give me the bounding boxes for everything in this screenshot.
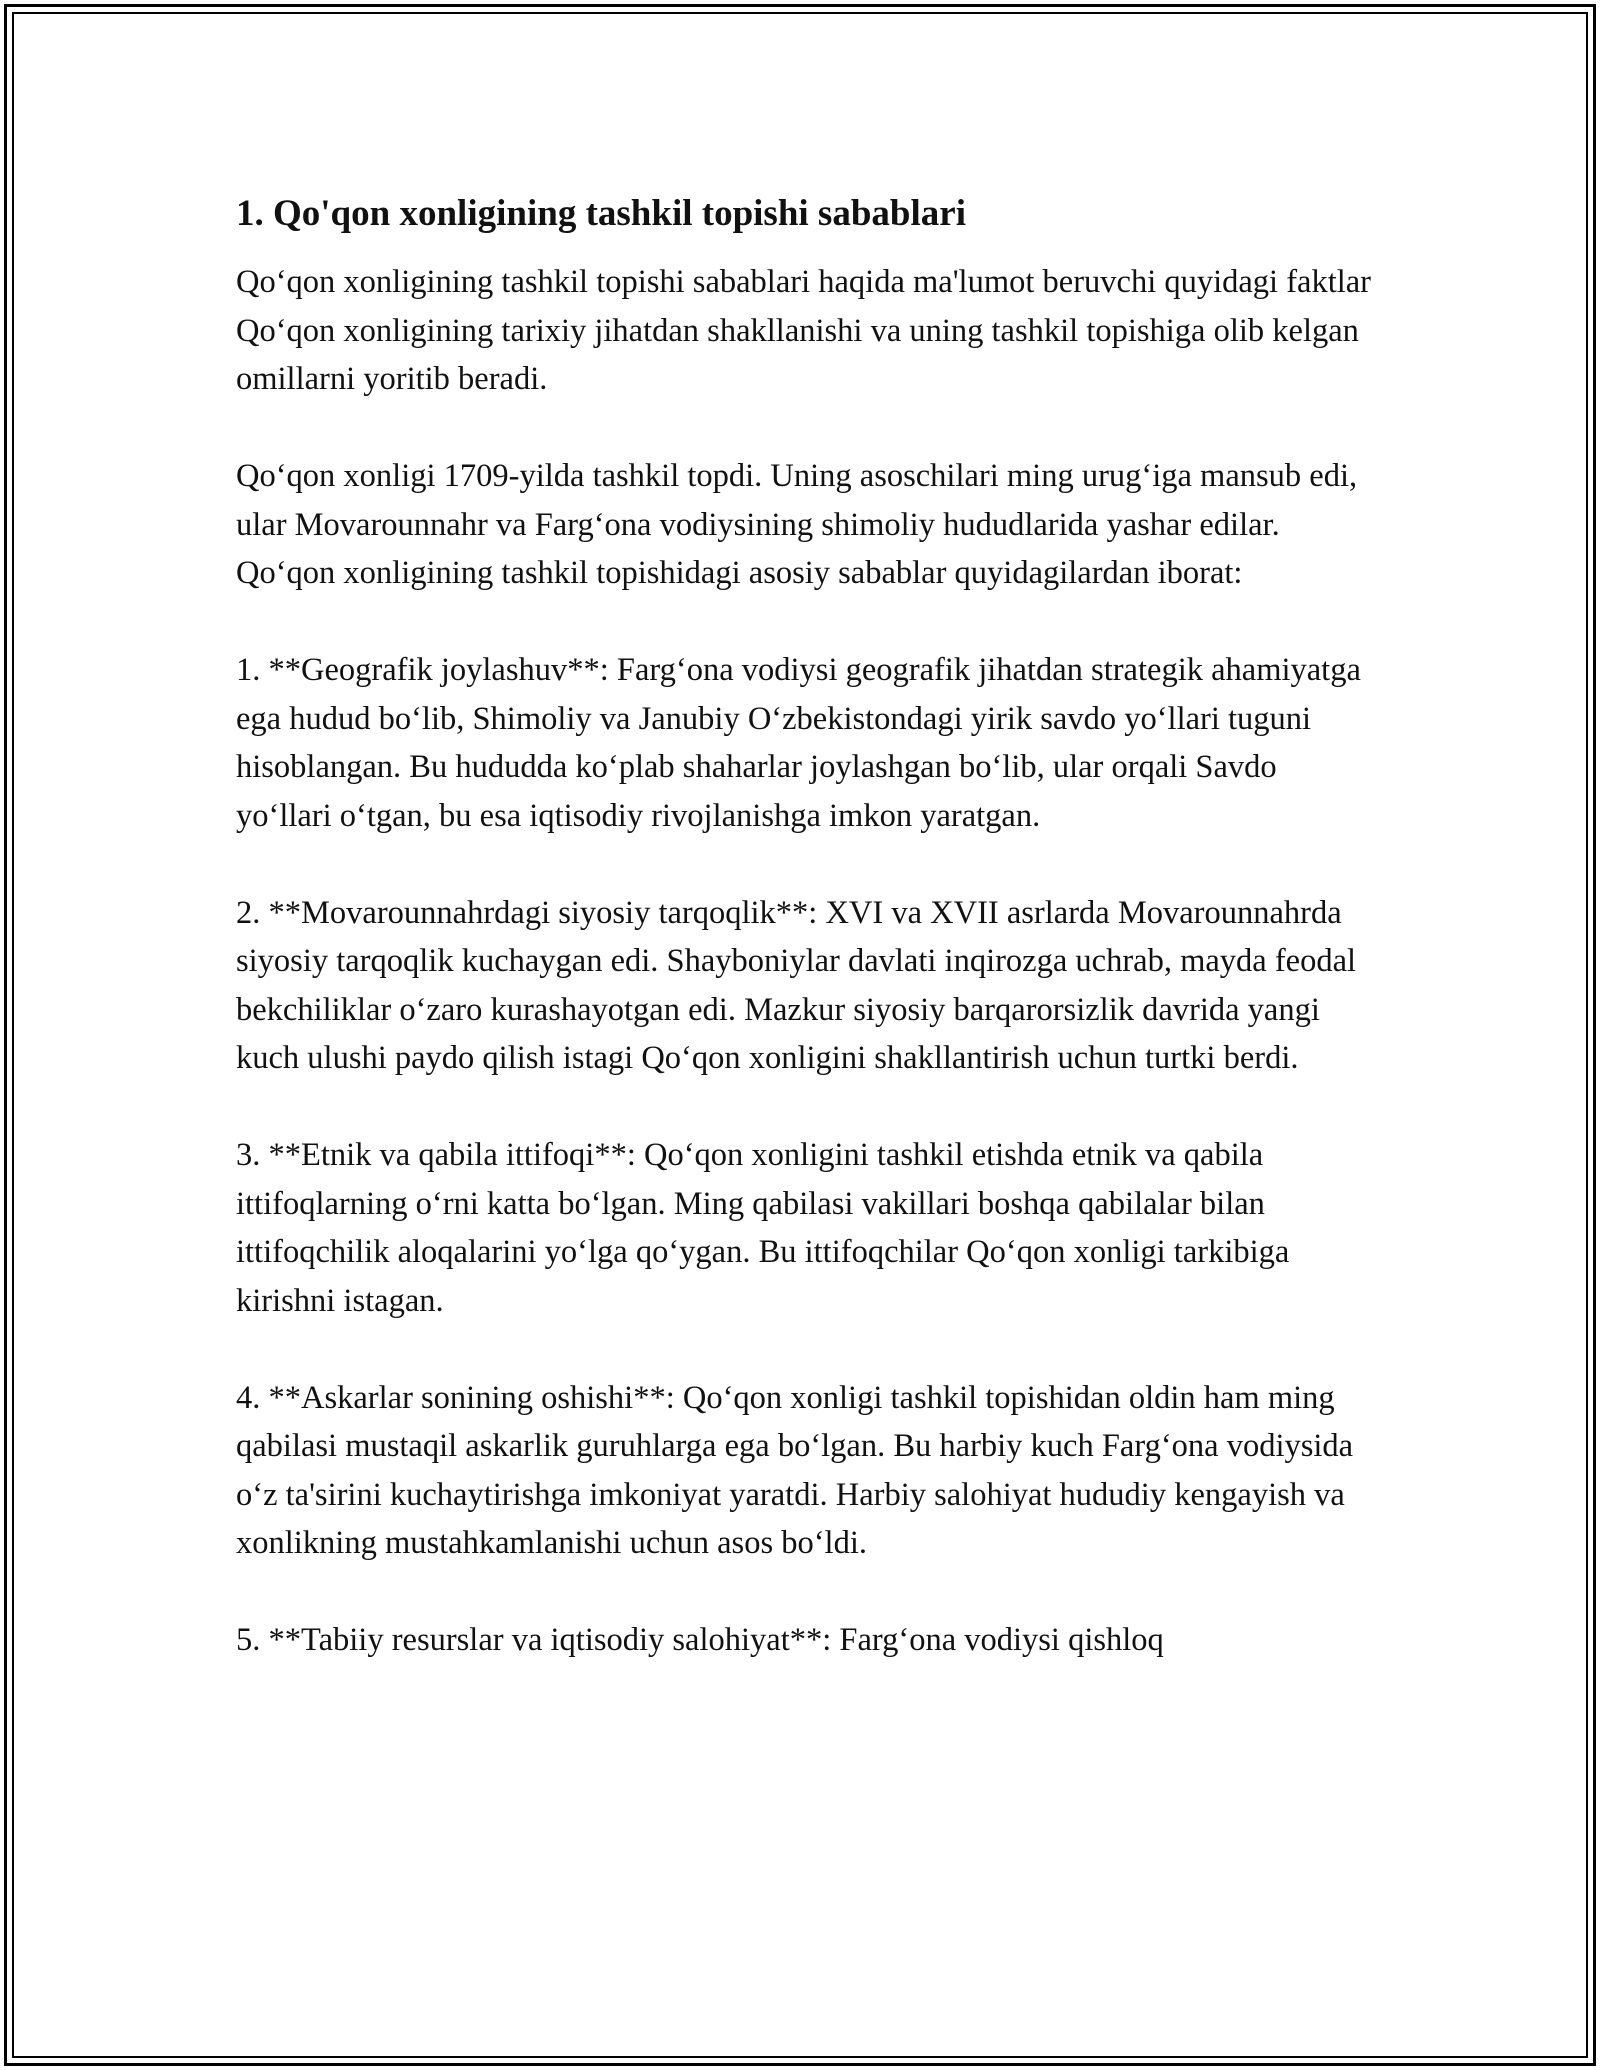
paragraph-reason-ethnic: 3. **Etnik va qabila ittifoqi**: Qo‘qon xonligini tashkil etishda etnik va qabila ittifoqlarning o‘rni katta bo‘lgan. Ming qabilasi vakillari boshqa qabilalar bilan ittifoqchilik aloqalarini yo‘lga qo‘ygan. Bu ittifoqchilar Qo‘qon xonligi tarkibiga kirishni istagan. bbox=[236, 1137, 1290, 1319]
document-body bbox=[236, 190, 1376, 1713]
paragraph-reason-geography: 1. **Geografik joylashuv**: Farg‘ona vodiysi geografik jihatdan strategik ahamiyatga ega hudud bo‘lib, Shimoliy va Janubiy O‘zbekistondagi yirik savdo yo‘llari tuguni hisoblangan. Bu hududda ko‘plab shaharlar joylashgan bo‘lib, ular orqali Savdo yo‘llari o‘tgan, bu esa iqtisodiy rivojlanishga imkon yaratgan. bbox=[236, 652, 1361, 834]
paragraph-reason-resources: 5. **Tabiiy resurslar va iqtisodiy salohiyat**: Farg‘ona vodiysi qishloq bbox=[236, 1622, 1164, 1658]
paragraph-founding: Qo‘qon xonligi 1709-yilda tashkil topdi. Uning asoschilari ming urug‘iga mansub edi, ular Movarounnahr va Farg‘ona vodiysining shimoliy hududlarida yashar edilar. Qo‘qon xonligining tashkil topishidagi asosiy sabablar quyidagilardan iborat: bbox=[236, 458, 1358, 591]
paragraph-intro: Qo‘qon xonligining tashkil topishi sabablari haqida ma'lumot beruvchi quyidagi faktlar Qo‘qon xonligining tarixiy jihatdan shakllanishi va uning tashkil topishiga olib kelgan omillarni yoritib beradi. bbox=[236, 264, 1372, 397]
paragraph-reason-political: 2. **Movarounnahrdagi siyosiy tarqoqlik**: XVI va XVII asrlarda Movarounnahrda siyosiy tarqoqlik kuchaygan edi. Shayboniylar davlati inqirozga uchrab, mayda feodal bekchiliklar o‘zaro kurashayotgan edi. Mazkur siyosiy barqarorsizlik davrida yangi kuch ulushi paydo qilish istagi Qo‘qon xonligini shakllantirish uchun turtki berdi. bbox=[236, 894, 1357, 1076]
document-title: 1. Qo'qon xonligining tashkil topishi sabablari bbox=[236, 193, 966, 234]
paragraph-reason-military: 4. **Askarlar sonining oshishi**: Qo‘qon xonligi tashkil topishidan oldin ham ming qabilasi mustaqil askarlik guruhlarga ega bo‘lgan. Bu harbiy kuch Farg‘ona vodiysida o‘z ta'sirini kuchaytirishga imkoniyat yaratdi. Harbiy salohiyat hududiy kengayish va xonlikning mustahkamlanishi uchun asos bo‘ldi. bbox=[236, 1379, 1354, 1561]
